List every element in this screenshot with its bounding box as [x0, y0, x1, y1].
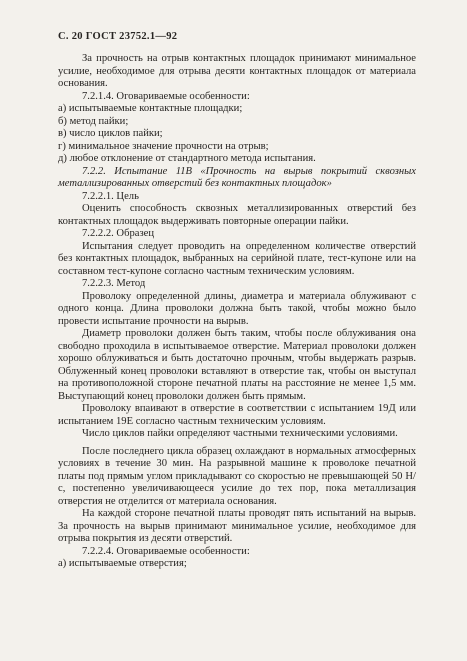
- paragraph: а) испытываемые контактные площадки;: [58, 103, 243, 114]
- paragraph: 7.2.2.4. Оговариваемые особенности:: [82, 545, 250, 557]
- paragraph: Оценить способность сквозных металлизированных отверстий без контактных площадок выдерживать повторные операции пайки.: [58, 203, 416, 227]
- paragraph: 7.2.2.1. Цель: [82, 190, 139, 202]
- paragraph: а) испытываемые отверстия;: [58, 558, 187, 569]
- paragraph: Диаметр проволоки должен быть таким, чтобы после облуживания она свободно проходила в испытываемое отверстие. Материал проволоки должен хорошо облуживаться и быть достаточно прочным, чтобы выдержать разрыв. Облуженный конец проволоки вставляют в отверстие так, чтобы он выступал на противоположной стороне печатной платы на расстояние не менее 1,5 мм. Выступающий конец проволоки должен быть прямым.: [58, 328, 416, 402]
- paragraph: 7.2.2.2. Образец: [82, 228, 155, 239]
- paragraph: Проволоку определенной длины, диаметра и материала облуживают с одного конца. Длина проволоки должна быть такой, чтобы можно было провести испытание прочности на вырыв.: [58, 290, 416, 327]
- paragraph: 7.2.2.3. Метод: [82, 278, 146, 289]
- paragraph: Испытания следует проводить на определенном количестве отверстий без контактных площадок, выбранных на серийной плате, тест-купоне или на составном тест-купоне согласно частным техническим условиям.: [58, 240, 416, 277]
- paragraph: б) метод пайки;: [58, 115, 129, 127]
- paragraph: 7.2.1.4. Оговариваемые особенности:: [82, 90, 250, 102]
- paragraph: Проволоку впаивают в отверстие в соответствии с испытанием 19Д или испытанием 19Е согласно частным техническим условиям.: [58, 403, 416, 427]
- page-header: С. 20 ГОСТ 23752.1—92: [58, 31, 178, 42]
- paragraph: На каждой стороне печатной платы проводят пять испытаний на вырыв. За прочность на вырыв принимают минимальное усилие, необходимое для отрыва покрытия из десяти отверстий.: [58, 508, 416, 544]
- paragraph: За прочность на отрыв контактных площадок принимают минимальное усилие, необходимое для отрыва десяти контактных площадок от материала основания.: [58, 53, 416, 89]
- paragraph: в) число циклов пайки;: [58, 128, 163, 139]
- paragraph: г) минимальное значение прочности на отрыв;: [58, 140, 269, 152]
- paragraph: Число циклов пайки определяют частными техническими условиями.: [82, 428, 398, 439]
- paragraph: д) любое отклонение от стандартного метода испытания.: [58, 153, 316, 164]
- document-body: [58, 53, 416, 571]
- paragraph: 7.2.2. Испытание 11В «Прочность на вырыв покрытий сквозных металлизированных отверстий без контактных площадок»: [58, 165, 416, 189]
- paragraph: После последнего цикла образец охлаждают в нормальных атмосферных условиях в течение 30 мин. На разрывной машине к проволоке печатной платы под прямым углом прикладывают со скоростью не превышающей 50 Н/с, постепенно увеличивающееся усилие до тех пор, пока металлизация отверстия не отделится от материала основания.: [58, 445, 416, 507]
